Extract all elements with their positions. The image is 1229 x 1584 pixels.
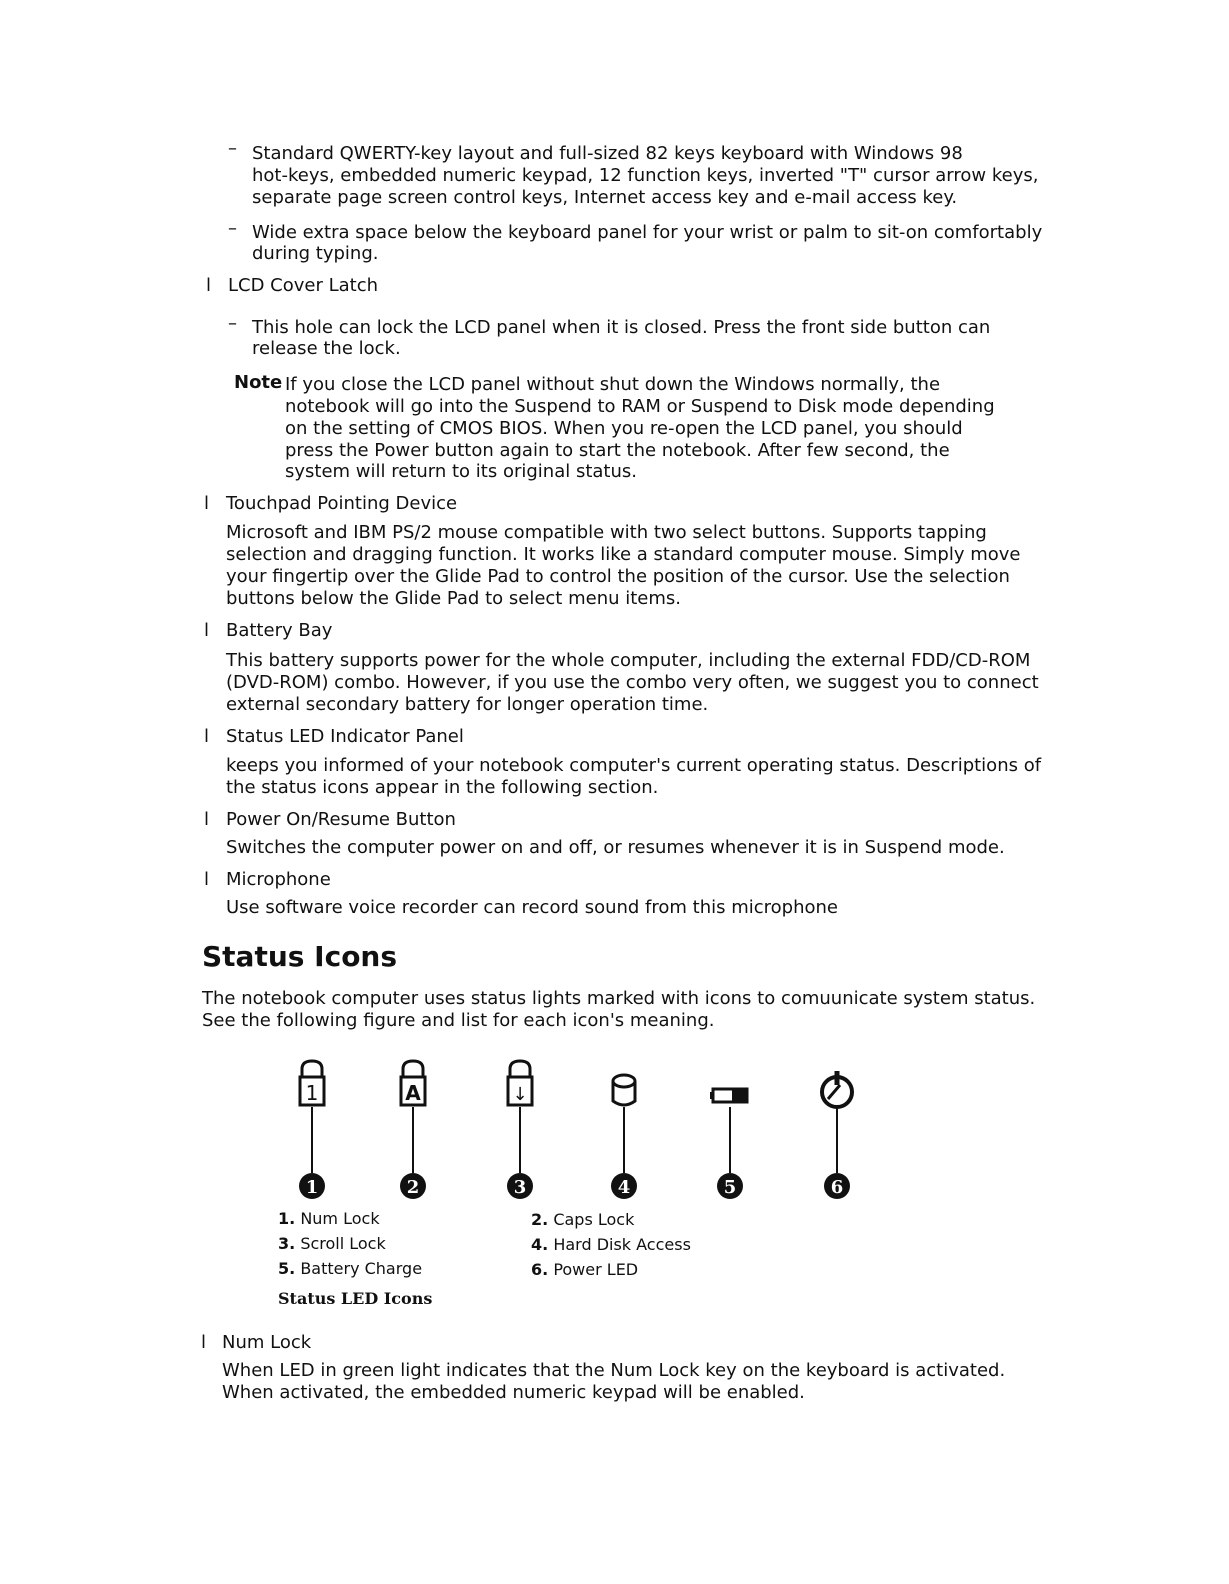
scroll-lock-icon — [508, 1061, 532, 1105]
dash-marker: – — [228, 138, 237, 159]
badge-5 — [717, 1173, 743, 1199]
legend-item — [278, 1259, 422, 1279]
section-title: Power On/Resume Button — [226, 809, 456, 830]
section-title: Battery Bay — [226, 620, 333, 641]
bullet-marker: l — [204, 869, 210, 890]
svg-text:5: 5 — [723, 1177, 737, 1198]
bullet-marker: l — [204, 809, 210, 830]
svg-text:2: 2 — [406, 1177, 420, 1198]
legend-label: Num Lock — [300, 1209, 380, 1228]
text-line: When activated, the embedded numeric keypad will be enabled. — [222, 1382, 805, 1403]
bullet-marker: l — [201, 1332, 207, 1353]
legend-label: Hard Disk Access — [553, 1235, 691, 1254]
caps-lock-glyph: A — [405, 1081, 421, 1105]
legend-item — [531, 1235, 691, 1255]
legend-label: Caps Lock — [553, 1210, 635, 1229]
text-line: during typing. — [252, 243, 379, 264]
section-title: Num Lock — [222, 1332, 312, 1353]
text-line: buttons below the Glide Pad to select menu items. — [226, 588, 681, 609]
section-title: Touchpad Pointing Device — [226, 493, 458, 514]
status-icons-figure — [270, 1055, 890, 1205]
section-title: Microphone — [226, 869, 331, 890]
note-label: Note — [234, 372, 283, 393]
note-line: on the setting of CMOS BIOS. When you re-open the LCD panel, you should — [285, 418, 963, 439]
figure-caption: Status LED Icons — [278, 1289, 433, 1308]
section-title: Status LED Indicator Panel — [226, 726, 464, 747]
text-line: keeps you informed of your notebook computer's current operating status. Descriptions of — [226, 755, 1042, 776]
legend-num: 3. — [278, 1234, 296, 1253]
text-line: Microsoft and IBM PS/2 mouse compatible with two select buttons. Supports tapping — [226, 522, 987, 543]
legend-item — [531, 1260, 638, 1280]
num-lock-icon — [300, 1061, 324, 1105]
legend-item — [278, 1209, 380, 1229]
text-line: release the lock. — [252, 338, 401, 359]
battery-icon — [710, 1089, 747, 1102]
text-line: See the following figure and list for each icon's meaning. — [202, 1010, 715, 1031]
legend-num: 1. — [278, 1209, 296, 1228]
legend-item — [278, 1234, 386, 1254]
badge-2 — [400, 1173, 426, 1199]
text-line: the status icons appear in the following section. — [226, 777, 659, 798]
dash-marker: – — [228, 313, 237, 334]
caps-lock-icon — [401, 1061, 425, 1105]
power-icon — [822, 1071, 852, 1107]
section-heading: Status Icons — [202, 940, 398, 973]
hard-disk-icon — [613, 1075, 635, 1105]
legend-num: 2. — [531, 1210, 549, 1229]
badge-3 — [507, 1173, 533, 1199]
section-title: LCD Cover Latch — [228, 275, 379, 296]
bullet-marker: l — [204, 726, 210, 747]
text-line: This hole can lock the LCD panel when it is closed. Press the front side button can — [252, 317, 991, 338]
text-line: selection and dragging function. It works like a standard computer mouse. Simply move — [226, 544, 1021, 565]
text-line: Wide extra space below the keyboard panel for your wrist or palm to sit-on comfortably — [252, 222, 1043, 243]
text-line: hot-keys, embedded numeric keypad, 12 function keys, inverted "T" cursor arrow keys, — [252, 165, 1039, 186]
text-line: Use software voice recorder can record sound from this microphone — [226, 897, 839, 918]
badge-4 — [611, 1173, 637, 1199]
bullet-marker: l — [206, 275, 212, 296]
text-line: (DVD-ROM) combo. However, if you use the combo very often, we suggest you to connect — [226, 672, 1039, 693]
text-line: your fingertip over the Glide Pad to control the position of the cursor. Use the selection — [226, 566, 1010, 587]
note-line: press the Power button again to start the notebook. After few second, the — [285, 440, 950, 461]
text-line: Standard QWERTY-key layout and full-sized 82 keys keyboard with Windows 98 — [252, 143, 963, 164]
badge-6 — [824, 1173, 850, 1199]
legend-label: Battery Charge — [300, 1259, 423, 1278]
text-line: The notebook computer uses status lights marked with icons to comuunicate system status. — [202, 988, 1036, 1009]
text-line: Switches the computer power on and off, or resumes whenever it is in Suspend mode. — [226, 837, 1005, 858]
legend-label: Power LED — [553, 1260, 639, 1279]
legend-num: 5. — [278, 1259, 296, 1278]
svg-text:6: 6 — [830, 1177, 844, 1198]
text-line: separate page screen control keys, Internet access key and e-mail access key. — [252, 187, 958, 208]
legend-num: 6. — [531, 1260, 549, 1279]
legend-label: Scroll Lock — [300, 1234, 386, 1253]
legend-num: 4. — [531, 1235, 549, 1254]
bullet-marker: l — [204, 493, 210, 514]
legend-item — [531, 1210, 634, 1230]
text-line: When LED in green light indicates that the Num Lock key on the keyboard is activated. — [222, 1360, 1006, 1381]
svg-text:1: 1 — [305, 1177, 319, 1198]
svg-text:4: 4 — [617, 1177, 631, 1198]
note-line: If you close the LCD panel without shut down the Windows normally, the — [285, 374, 941, 395]
text-line: This battery supports power for the whole computer, including the external FDD/CD-ROM — [226, 650, 1031, 671]
bullet-marker: l — [204, 620, 210, 641]
svg-text:3: 3 — [513, 1177, 527, 1198]
num-lock-glyph: 1 — [305, 1081, 319, 1105]
note-line: notebook will go into the Suspend to RAM or Suspend to Disk mode depending — [285, 396, 995, 417]
dash-marker: – — [228, 218, 237, 239]
note-line: system will return to its original status. — [285, 461, 637, 482]
badge-1 — [299, 1173, 325, 1199]
scroll-lock-glyph: ↓ — [512, 1084, 528, 1105]
text-line: external secondary battery for longer operation time. — [226, 694, 709, 715]
